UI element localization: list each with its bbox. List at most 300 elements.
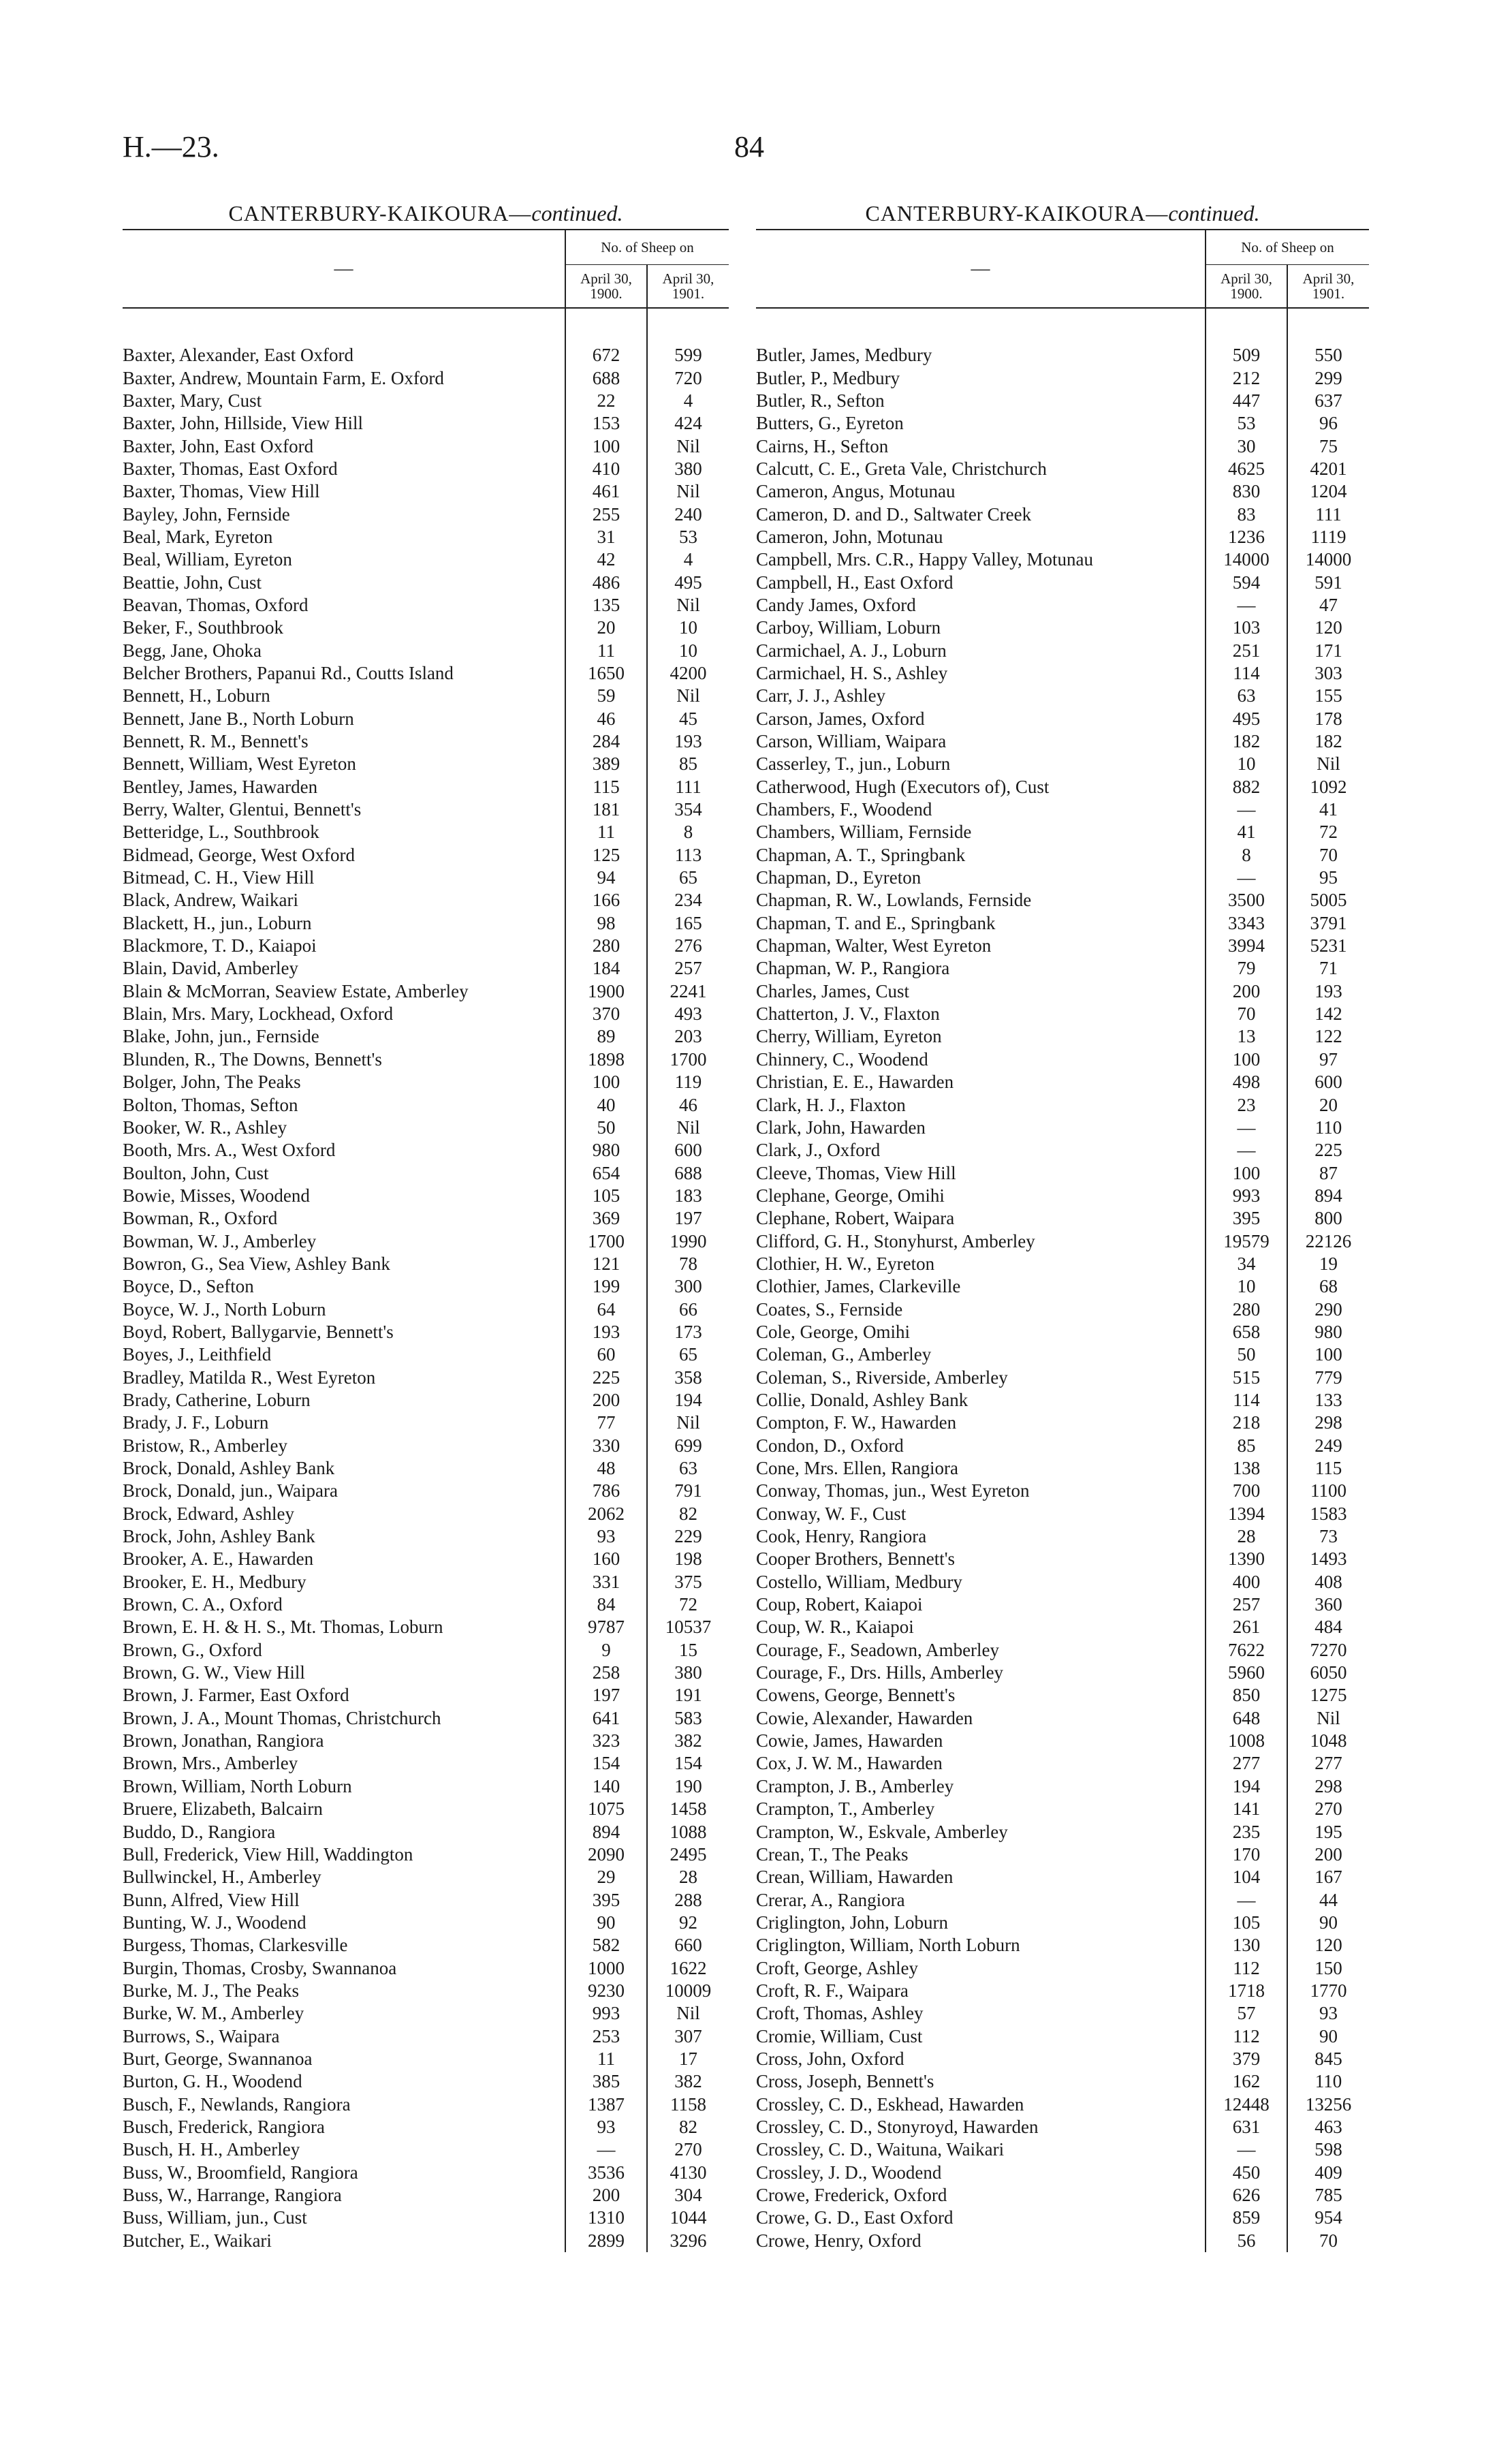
header-name-column: — bbox=[756, 230, 1206, 308]
sheep-1901-cell: 72 bbox=[1287, 821, 1369, 843]
table-row bbox=[123, 1321, 729, 1343]
owner-cell: Beker, F., Southbrook bbox=[123, 617, 283, 638]
table-row bbox=[123, 1093, 729, 1116]
sheep-1901-cell: 183 bbox=[647, 1185, 729, 1207]
sheep-1901-cell: 165 bbox=[647, 912, 729, 935]
sheep-1900-cell: 1387 bbox=[565, 2093, 647, 2115]
sheep-1900-cell: 138 bbox=[1206, 1457, 1287, 1480]
table-row bbox=[756, 1684, 1369, 1707]
sheep-1900-cell: 153 bbox=[565, 412, 647, 435]
sheep-1901-cell: 304 bbox=[647, 2184, 729, 2207]
table-row bbox=[123, 980, 729, 1003]
table-row bbox=[123, 2070, 729, 2093]
sheep-1901-cell: 66 bbox=[647, 1298, 729, 1320]
sheep-1901-cell: 424 bbox=[647, 412, 729, 435]
table-row bbox=[123, 1866, 729, 1888]
sheep-1900-cell: 1700 bbox=[565, 1230, 647, 1252]
sheep-1901-cell: 100 bbox=[1287, 1343, 1369, 1366]
sheep-1900-cell: — bbox=[1206, 1139, 1287, 1162]
table-row bbox=[123, 912, 729, 935]
sheep-1900-cell: 10 bbox=[1206, 753, 1287, 775]
table-row bbox=[756, 1435, 1369, 1457]
sheep-1900-cell: 93 bbox=[565, 2116, 647, 2138]
table-row bbox=[756, 1207, 1369, 1230]
table-row bbox=[123, 685, 729, 707]
table-row bbox=[756, 2207, 1369, 2229]
owner-cell: Clothier, James, Clarkeville bbox=[756, 1276, 961, 1297]
sheep-1901-cell: 408 bbox=[1287, 1571, 1369, 1593]
sheep-1900-cell: 42 bbox=[565, 548, 647, 571]
sheep-1900-cell: 993 bbox=[1206, 1185, 1287, 1207]
sheep-1901-cell: 193 bbox=[1287, 980, 1369, 1003]
sheep-1900-cell: 46 bbox=[565, 708, 647, 730]
owner-cell: Bullwinckel, H., Amberley bbox=[123, 1867, 321, 1888]
table-row bbox=[756, 1888, 1369, 1911]
sheep-1900-cell: 23 bbox=[1206, 1093, 1287, 1116]
owner-cell: Busch, H. H., Amberley bbox=[123, 2139, 300, 2160]
owner-cell: Criglington, John, Loburn bbox=[756, 1912, 948, 1933]
sheep-1900-cell: 11 bbox=[565, 2048, 647, 2070]
owner-cell: Buss, W., Harrange, Rangiora bbox=[123, 2185, 342, 2206]
table-row bbox=[123, 1139, 729, 1162]
sheep-1900-cell: 7622 bbox=[1206, 1639, 1287, 1662]
owner-cell: Criglington, William, North Loburn bbox=[756, 1935, 1020, 1956]
owner-cell: Bowron, G., Sea View, Ashley Bank bbox=[123, 1253, 390, 1274]
sheep-1900-cell: 218 bbox=[1206, 1412, 1287, 1434]
sheep-1901-cell: 894 bbox=[1287, 1185, 1369, 1207]
sheep-1900-cell: 641 bbox=[565, 1707, 647, 1730]
sheep-1901-cell: 113 bbox=[647, 844, 729, 867]
owner-cell: Brown, William, North Loburn bbox=[123, 1775, 352, 1796]
owner-cell: Butcher, E., Waikari bbox=[123, 2230, 272, 2251]
owner-cell: Beal, William, Eyreton bbox=[123, 549, 292, 570]
table-row bbox=[756, 798, 1369, 821]
sheep-1900-cell: 83 bbox=[1206, 503, 1287, 525]
sheep-1901-cell: 299 bbox=[1287, 367, 1369, 389]
table-row bbox=[123, 1888, 729, 1911]
owner-cell: Bruere, Elizabeth, Balcairn bbox=[123, 1798, 323, 1820]
table-row bbox=[756, 935, 1369, 957]
sheep-1901-cell: 380 bbox=[647, 1662, 729, 1684]
table-row bbox=[756, 1525, 1369, 1548]
sheep-1901-cell: 270 bbox=[647, 2138, 729, 2161]
sheep-1900-cell: 50 bbox=[565, 1117, 647, 1139]
sheep-1901-cell: Nil bbox=[647, 1117, 729, 1139]
owner-cell: Chinnery, C., Woodend bbox=[756, 1048, 928, 1070]
sheep-1900-cell: 850 bbox=[1206, 1684, 1287, 1707]
sheep-1900-cell: 184 bbox=[565, 957, 647, 980]
table-row bbox=[123, 1207, 729, 1230]
owner-cell: Crowe, Henry, Oxford bbox=[756, 2230, 922, 2251]
table-row bbox=[123, 1366, 729, 1388]
sheep-1900-cell: 64 bbox=[565, 1298, 647, 1320]
table-row bbox=[756, 412, 1369, 435]
sheep-1900-cell: 389 bbox=[565, 753, 647, 775]
table-row bbox=[756, 2093, 1369, 2115]
sheep-1900-cell: 9230 bbox=[565, 1980, 647, 2002]
owner-cell: Crampton, J. B., Amberley bbox=[756, 1775, 954, 1796]
sheep-1901-cell: 41 bbox=[1287, 798, 1369, 821]
sheep-1901-cell: 785 bbox=[1287, 2184, 1369, 2207]
owner-cell: Brown, J. A., Mount Thomas, Christchurch bbox=[123, 1707, 441, 1728]
sheep-1901-cell: 300 bbox=[647, 1275, 729, 1298]
owner-cell: Cameron, D. and D., Saltwater Creek bbox=[756, 503, 1032, 525]
owner-cell: Burke, M. J., The Peaks bbox=[123, 1980, 299, 2001]
table-row bbox=[756, 1503, 1369, 1525]
sheep-1901-cell: 4 bbox=[647, 548, 729, 571]
table-row bbox=[756, 662, 1369, 685]
owner-cell: Chapman, W. P., Rangiora bbox=[756, 958, 950, 979]
owner-cell: Beal, Mark, Eyreton bbox=[123, 526, 273, 547]
sheep-1900-cell: 993 bbox=[565, 2002, 647, 2025]
table-row bbox=[123, 2230, 729, 2252]
sheep-1901-cell: 178 bbox=[1287, 708, 1369, 730]
table-row bbox=[123, 1525, 729, 1548]
table-row bbox=[123, 503, 729, 525]
sheep-1900-cell: 63 bbox=[1206, 685, 1287, 707]
sheep-1900-cell: 5960 bbox=[1206, 1662, 1287, 1684]
sheep-1901-cell: 493 bbox=[647, 1003, 729, 1025]
sheep-1900-cell: 648 bbox=[1206, 1707, 1287, 1730]
sheep-1900-cell: 672 bbox=[565, 344, 647, 367]
table-row bbox=[123, 1548, 729, 1570]
sheep-1901-cell: 122 bbox=[1287, 1025, 1369, 1048]
sheep-1901-cell: 1493 bbox=[1287, 1548, 1369, 1570]
table-row bbox=[123, 1298, 729, 1320]
sheep-1900-cell: 509 bbox=[1206, 344, 1287, 367]
sheep-1901-cell: 303 bbox=[1287, 662, 1369, 685]
table-row bbox=[123, 412, 729, 435]
table-row bbox=[123, 458, 729, 480]
owner-cell: Baxter, Thomas, View Hill bbox=[123, 481, 320, 502]
table-row bbox=[756, 1798, 1369, 1820]
table-row bbox=[756, 1025, 1369, 1048]
owner-cell: Blake, John, jun., Fernside bbox=[123, 1026, 319, 1047]
owner-cell: Crampton, W., Eskvale, Amberley bbox=[756, 1821, 1008, 1842]
table-row bbox=[123, 1934, 729, 1957]
sheep-1900-cell: 658 bbox=[1206, 1321, 1287, 1343]
sheep-1901-cell: 688 bbox=[647, 1162, 729, 1184]
sheep-1900-cell: 594 bbox=[1206, 571, 1287, 593]
owner-cell: Bitmead, C. H., View Hill bbox=[123, 867, 315, 888]
owner-cell: Campbell, Mrs. C.R., Happy Valley, Motunau bbox=[756, 549, 1093, 570]
sheep-1900-cell: 258 bbox=[565, 1662, 647, 1684]
sheep-1901-cell: 15 bbox=[647, 1639, 729, 1662]
owner-cell: Crampton, T., Amberley bbox=[756, 1798, 935, 1820]
sheep-1901-cell: 660 bbox=[647, 1934, 729, 1957]
sheep-1901-cell: 298 bbox=[1287, 1775, 1369, 1798]
sheep-1900-cell: 8 bbox=[1206, 844, 1287, 867]
sheep-1900-cell: 410 bbox=[565, 458, 647, 480]
sheep-1900-cell: 395 bbox=[1206, 1207, 1287, 1230]
sheep-table bbox=[756, 229, 1369, 2252]
table-row bbox=[123, 1025, 729, 1048]
sheep-1901-cell: 1119 bbox=[1287, 526, 1369, 548]
sheep-1900-cell: 114 bbox=[1206, 1389, 1287, 1412]
owner-cell: Black, Andrew, Waikari bbox=[123, 890, 299, 911]
sheep-1901-cell: 150 bbox=[1287, 1957, 1369, 1979]
sheep-1900-cell: 1718 bbox=[1206, 1980, 1287, 2002]
table-row bbox=[756, 753, 1369, 775]
table-row bbox=[756, 458, 1369, 480]
sheep-1901-cell: 382 bbox=[647, 1730, 729, 1752]
column-title-main: CANTERBURY-KAIKOURA— bbox=[228, 201, 532, 225]
owner-cell: Costello, William, Medbury bbox=[756, 1571, 962, 1592]
owner-cell: Chapman, R. W., Lowlands, Fernside bbox=[756, 890, 1032, 911]
table-row bbox=[756, 1752, 1369, 1775]
table-row bbox=[756, 2002, 1369, 2025]
owner-cell: Chambers, William, Fernside bbox=[756, 822, 972, 843]
sheep-1901-cell: 195 bbox=[1287, 1820, 1369, 1843]
owner-cell: Cameron, Angus, Motunau bbox=[756, 481, 956, 502]
owner-cell: Campbell, H., East Oxford bbox=[756, 572, 954, 593]
owner-cell: Bennett, William, West Eyreton bbox=[123, 753, 356, 775]
table-row bbox=[123, 480, 729, 503]
owner-cell: Carmichael, A. J., Loburn bbox=[756, 640, 947, 661]
sheep-1900-cell: 100 bbox=[565, 435, 647, 457]
owner-cell: Cromie, William, Cust bbox=[756, 2025, 923, 2046]
owner-cell: Clothier, H. W., Eyreton bbox=[756, 1253, 935, 1274]
sheep-1901-cell: 1092 bbox=[1287, 776, 1369, 798]
table-row bbox=[756, 367, 1369, 389]
sheep-1900-cell: 93 bbox=[565, 1525, 647, 1548]
sheep-1900-cell: — bbox=[1206, 594, 1287, 617]
sheep-1901-cell: 63 bbox=[647, 1457, 729, 1480]
sheep-1901-cell: 87 bbox=[1287, 1162, 1369, 1184]
sheep-1900-cell: 280 bbox=[565, 935, 647, 957]
sheep-1901-cell: Nil bbox=[1287, 753, 1369, 775]
header-year-1900: April 30, 1900. bbox=[1206, 265, 1287, 309]
sheep-1900-cell: 130 bbox=[1206, 1934, 1287, 1957]
owner-cell: Cowens, George, Bennett's bbox=[756, 1685, 956, 1706]
owner-cell: Croft, George, Ashley bbox=[756, 1957, 918, 1978]
owner-cell: Buddo, D., Rangiora bbox=[123, 1821, 276, 1842]
table-row bbox=[756, 1139, 1369, 1162]
sheep-1900-cell: 235 bbox=[1206, 1820, 1287, 1843]
sheep-1901-cell: 380 bbox=[647, 458, 729, 480]
owner-cell: Busch, F., Newlands, Rangiora bbox=[123, 2093, 351, 2115]
sheep-1900-cell: 3536 bbox=[565, 2162, 647, 2184]
sheep-1901-cell: 10 bbox=[647, 639, 729, 661]
owner-cell: Chapman, D., Eyreton bbox=[756, 867, 922, 888]
sheep-1900-cell: 331 bbox=[565, 1571, 647, 1593]
table-row bbox=[123, 1185, 729, 1207]
sheep-1900-cell: 60 bbox=[565, 1343, 647, 1366]
sheep-1901-cell: 20 bbox=[1287, 1093, 1369, 1116]
table-row bbox=[123, 844, 729, 867]
sheep-1901-cell: 47 bbox=[1287, 594, 1369, 617]
table-row bbox=[756, 1412, 1369, 1434]
table-row bbox=[756, 2138, 1369, 2161]
sheep-1901-cell: 845 bbox=[1287, 2048, 1369, 2070]
table-row bbox=[756, 1003, 1369, 1025]
sheep-1901-cell: 14000 bbox=[1287, 548, 1369, 571]
owner-cell: Brown, J. Farmer, East Oxford bbox=[123, 1685, 349, 1706]
owner-cell: Baxter, Thomas, East Oxford bbox=[123, 458, 338, 479]
owner-cell: Cairns, H., Sefton bbox=[756, 435, 889, 456]
owner-cell: Burgess, Thomas, Clarkesville bbox=[123, 1935, 348, 1956]
table-row bbox=[756, 980, 1369, 1003]
sheep-1900-cell: 1000 bbox=[565, 1957, 647, 1979]
sheep-1901-cell: 591 bbox=[1287, 571, 1369, 593]
owner-cell: Baxter, John, East Oxford bbox=[123, 435, 314, 456]
table-row bbox=[123, 1162, 729, 1184]
sheep-1901-cell: 5231 bbox=[1287, 935, 1369, 957]
sheep-1900-cell: 980 bbox=[565, 1139, 647, 1162]
owner-cell: Crean, T., The Peaks bbox=[756, 1843, 909, 1865]
sheep-1900-cell: 1075 bbox=[565, 1798, 647, 1820]
sheep-1900-cell: — bbox=[565, 2138, 647, 2161]
table-row bbox=[756, 594, 1369, 617]
sheep-1901-cell: 358 bbox=[647, 1366, 729, 1388]
sheep-1901-cell: 8 bbox=[647, 821, 729, 843]
sheep-1901-cell: 1100 bbox=[1287, 1480, 1369, 1502]
sheep-1901-cell: 7270 bbox=[1287, 1639, 1369, 1662]
table-row bbox=[756, 1253, 1369, 1275]
sheep-1900-cell: 486 bbox=[565, 571, 647, 593]
owner-cell: Clark, H. J., Flaxton bbox=[756, 1094, 906, 1115]
owner-cell: Bolton, Thomas, Sefton bbox=[123, 1094, 298, 1115]
owner-cell: Butters, G., Eyreton bbox=[756, 413, 904, 434]
sheep-1900-cell: 1650 bbox=[565, 662, 647, 685]
sheep-1901-cell: Nil bbox=[1287, 1707, 1369, 1730]
owner-cell: Blain & McMorran, Seaview Estate, Amberley bbox=[123, 980, 469, 1001]
column-title-continued: continued. bbox=[1168, 201, 1260, 225]
table-row bbox=[756, 1457, 1369, 1480]
table-row bbox=[123, 1253, 729, 1275]
owner-cell: Cox, J. W. M., Hawarden bbox=[756, 1753, 943, 1774]
sheep-1901-cell: 1044 bbox=[647, 2207, 729, 2229]
sheep-1900-cell: 1898 bbox=[565, 1048, 647, 1071]
sheep-1901-cell: 1275 bbox=[1287, 1684, 1369, 1707]
owner-cell: Conway, Thomas, jun., West Eyreton bbox=[756, 1480, 1030, 1501]
owner-cell: Cowie, James, Hawarden bbox=[756, 1730, 943, 1751]
sheep-1900-cell: 194 bbox=[1206, 1775, 1287, 1798]
owner-cell: Baxter, Andrew, Mountain Farm, E. Oxford bbox=[123, 367, 444, 388]
sheep-1900-cell: 200 bbox=[1206, 980, 1287, 1003]
sheep-1900-cell: 29 bbox=[565, 1866, 647, 1888]
owner-cell: Crossley, J. D., Woodend bbox=[756, 2162, 942, 2183]
table-row bbox=[123, 367, 729, 389]
sheep-1900-cell: 14000 bbox=[1206, 548, 1287, 571]
owner-cell: Chambers, F., Woodend bbox=[756, 799, 932, 820]
sheep-1900-cell: 251 bbox=[1206, 639, 1287, 661]
sheep-1900-cell: 105 bbox=[1206, 1912, 1287, 1934]
sheep-1900-cell: 94 bbox=[565, 867, 647, 889]
owner-cell: Baxter, John, Hillside, View Hill bbox=[123, 413, 364, 434]
sheep-1901-cell: 167 bbox=[1287, 1866, 1369, 1888]
owner-cell: Bennett, H., Loburn bbox=[123, 685, 270, 706]
sheep-1901-cell: 191 bbox=[647, 1684, 729, 1707]
sheep-1900-cell: 370 bbox=[565, 1003, 647, 1025]
table-row bbox=[756, 1480, 1369, 1502]
sheep-1900-cell: 19579 bbox=[1206, 1230, 1287, 1252]
table-row bbox=[756, 480, 1369, 503]
owner-cell: Bayley, John, Fernside bbox=[123, 503, 290, 525]
sheep-1901-cell: 72 bbox=[647, 1593, 729, 1616]
header-year-1900: April 30, 1900. bbox=[565, 265, 647, 309]
owner-cell: Carboy, William, Loburn bbox=[756, 617, 941, 638]
owner-cell: Butler, James, Medbury bbox=[756, 345, 932, 366]
sheep-1900-cell: 626 bbox=[1206, 2184, 1287, 2207]
sheep-1901-cell: 234 bbox=[647, 889, 729, 911]
sheep-1901-cell: 800 bbox=[1287, 1207, 1369, 1230]
sheep-1901-cell: 980 bbox=[1287, 1321, 1369, 1343]
sheep-1901-cell: 10537 bbox=[647, 1616, 729, 1638]
table-row bbox=[123, 2025, 729, 2047]
table-row bbox=[756, 1707, 1369, 1730]
sheep-1901-cell: Nil bbox=[647, 685, 729, 707]
table-row bbox=[756, 2162, 1369, 2184]
table-row bbox=[756, 526, 1369, 548]
sheep-1901-cell: 583 bbox=[647, 1707, 729, 1730]
column-title bbox=[756, 198, 1369, 229]
owner-cell: Brady, J. F., Loburn bbox=[123, 1412, 269, 1433]
owner-cell: Cone, Mrs. Ellen, Rangiora bbox=[756, 1458, 958, 1479]
table-row bbox=[756, 1275, 1369, 1298]
table-row bbox=[756, 2230, 1369, 2252]
sheep-1901-cell: 92 bbox=[647, 1912, 729, 1934]
owner-cell: Boyd, Robert, Ballygarvie, Bennett's bbox=[123, 1321, 394, 1342]
sheep-1900-cell: 160 bbox=[565, 1548, 647, 1570]
table-row bbox=[756, 1820, 1369, 1843]
sheep-1901-cell: 225 bbox=[1287, 1139, 1369, 1162]
table-row bbox=[123, 344, 729, 367]
table-row bbox=[123, 1912, 729, 1934]
sheep-1900-cell: 1394 bbox=[1206, 1503, 1287, 1525]
sheep-1901-cell: 200 bbox=[1287, 1843, 1369, 1866]
sheep-1901-cell: 97 bbox=[1287, 1048, 1369, 1071]
owner-cell: Busch, Frederick, Rangiora bbox=[123, 2116, 325, 2137]
sheep-1900-cell: 882 bbox=[1206, 776, 1287, 798]
sheep-1901-cell: Nil bbox=[647, 480, 729, 503]
sheep-1900-cell: 11 bbox=[565, 639, 647, 661]
owner-cell: Burt, George, Swannanoa bbox=[123, 2048, 313, 2069]
table-row bbox=[756, 685, 1369, 707]
sheep-1900-cell: 253 bbox=[565, 2025, 647, 2047]
sheep-1900-cell: 225 bbox=[565, 1366, 647, 1388]
sheep-1901-cell: 22126 bbox=[1287, 1230, 1369, 1252]
sheep-1900-cell: 200 bbox=[565, 2184, 647, 2207]
table-row bbox=[123, 1593, 729, 1616]
sheep-1900-cell: 140 bbox=[565, 1775, 647, 1798]
owner-cell: Coleman, S., Riverside, Amberley bbox=[756, 1367, 1008, 1388]
sheep-1900-cell: 53 bbox=[1206, 412, 1287, 435]
sheep-1900-cell: — bbox=[1206, 867, 1287, 889]
sheep-1900-cell: 34 bbox=[1206, 1253, 1287, 1275]
sheep-1900-cell: 894 bbox=[565, 1820, 647, 1843]
owner-cell: Blain, David, Amberley bbox=[123, 958, 298, 979]
owner-cell: Clephane, George, Omihi bbox=[756, 1185, 945, 1206]
table-row bbox=[756, 344, 1369, 367]
header-sheep-count: No. of Sheep on bbox=[565, 230, 729, 265]
table-row bbox=[123, 1230, 729, 1252]
sheep-1901-cell: Nil bbox=[647, 594, 729, 617]
sheep-1901-cell: 1583 bbox=[1287, 1503, 1369, 1525]
table-row bbox=[123, 526, 729, 548]
sheep-1900-cell: 89 bbox=[565, 1025, 647, 1048]
owner-cell: Bull, Frederick, View Hill, Waddington bbox=[123, 1843, 413, 1865]
sheep-1900-cell: 85 bbox=[1206, 1435, 1287, 1457]
column-title-continued: continued. bbox=[531, 201, 623, 225]
table-row bbox=[756, 844, 1369, 867]
table-row bbox=[123, 1752, 729, 1775]
owner-cell: Begg, Jane, Ohoka bbox=[123, 640, 262, 661]
table-row bbox=[123, 1117, 729, 1139]
table-row bbox=[756, 821, 1369, 843]
sheep-1901-cell: 270 bbox=[1287, 1798, 1369, 1820]
table-row bbox=[756, 617, 1369, 639]
